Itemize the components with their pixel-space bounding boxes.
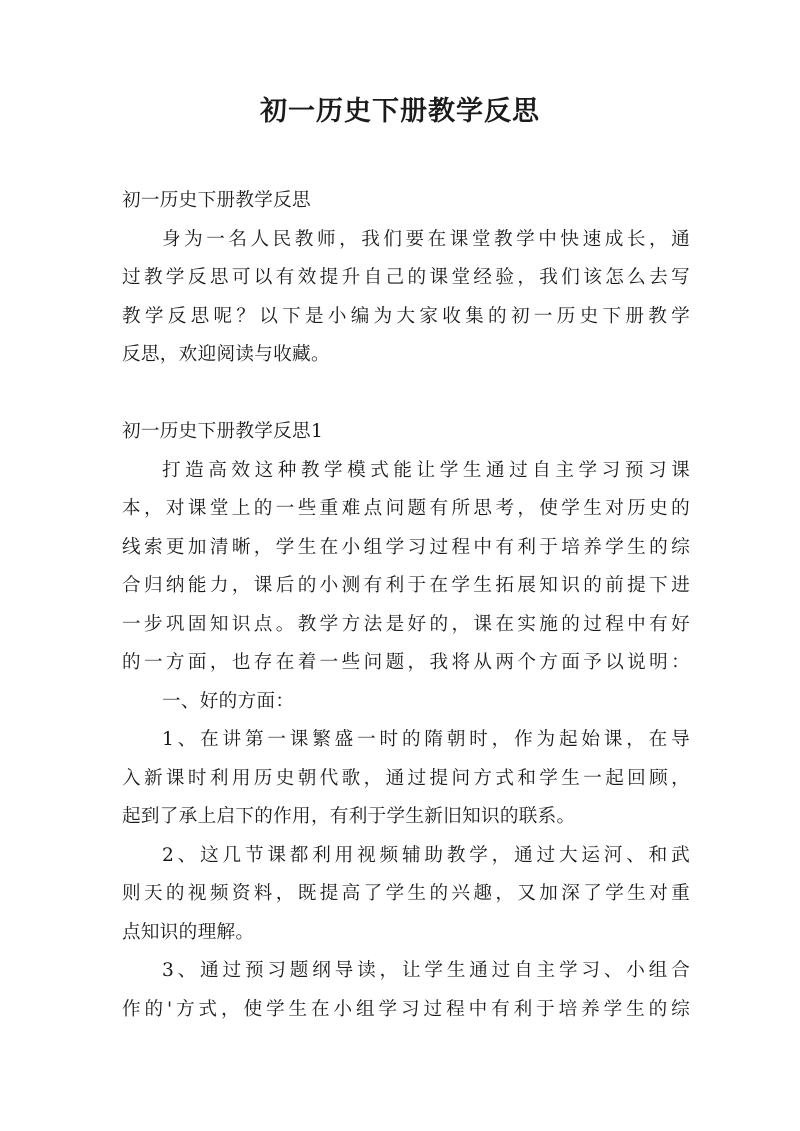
text-line: 过教学反思可以有效提升自己的课堂经验，我们该怎么去写: [122, 267, 690, 288]
text-line: 1、在讲第一课繁盛一时的隋朝时，作为起始课，在导: [162, 729, 690, 750]
text-line: 则天的视频资料，既提高了学生的兴趣，又加深了学生对重: [122, 883, 690, 904]
text-line: 的一方面，也存在着一些问题，我将从两个方面予以说明：: [122, 652, 690, 673]
text-line: 本，对课堂上的一些重难点问题有所思考，使学生对历史的: [122, 498, 690, 519]
text-line: 初一历史下册教学反思: [122, 190, 311, 211]
text-line: 点知识的理解。: [122, 921, 255, 943]
text-line: 身为一名人民教师，我们要在课堂教学中快速成长，通: [162, 228, 690, 250]
text-line: 一、好的方面：: [162, 690, 295, 712]
text-line: 反思，欢迎阅读与收藏。: [122, 344, 330, 365]
text-line: 初一历史下册教学反思1: [122, 421, 324, 442]
text-line: 入新课时利用历史朝代歌，通过提问方式和学生一起回顾，: [122, 767, 690, 789]
paragraph-gap: [122, 375, 690, 414]
text-line: 线索更加清晰，学生在小组学习过程中有利于培养学生的综: [122, 536, 690, 558]
text-line: 打造高效这种教学模式能让学生通过自主学习预习课: [162, 459, 690, 481]
document-title: 初一历史下册教学反思: [260, 96, 540, 127]
document-body: [122, 182, 690, 1029]
text-line: 2、这几节课都利用视频辅助教学，通过大运河、和武: [162, 844, 690, 866]
text-line: 一步巩固知识点。教学方法是好的，课在实施的过程中有好: [122, 613, 690, 635]
text-line: 起到了承上启下的作用，有利于学生新旧知识的联系。: [122, 806, 576, 827]
text-line: 合归纳能力，课后的小测有利于在学生拓展知识的前提下进: [122, 575, 690, 596]
text-line: 3、通过预习题纲导读，让学生通过自主学习、小组合: [162, 960, 690, 981]
text-line: 作的'方式，使学生在小组学习过程中有利于培养学生的综: [122, 998, 690, 1020]
text-line: 教学反思呢？以下是小编为大家收集的初一历史下册教学: [122, 305, 690, 327]
